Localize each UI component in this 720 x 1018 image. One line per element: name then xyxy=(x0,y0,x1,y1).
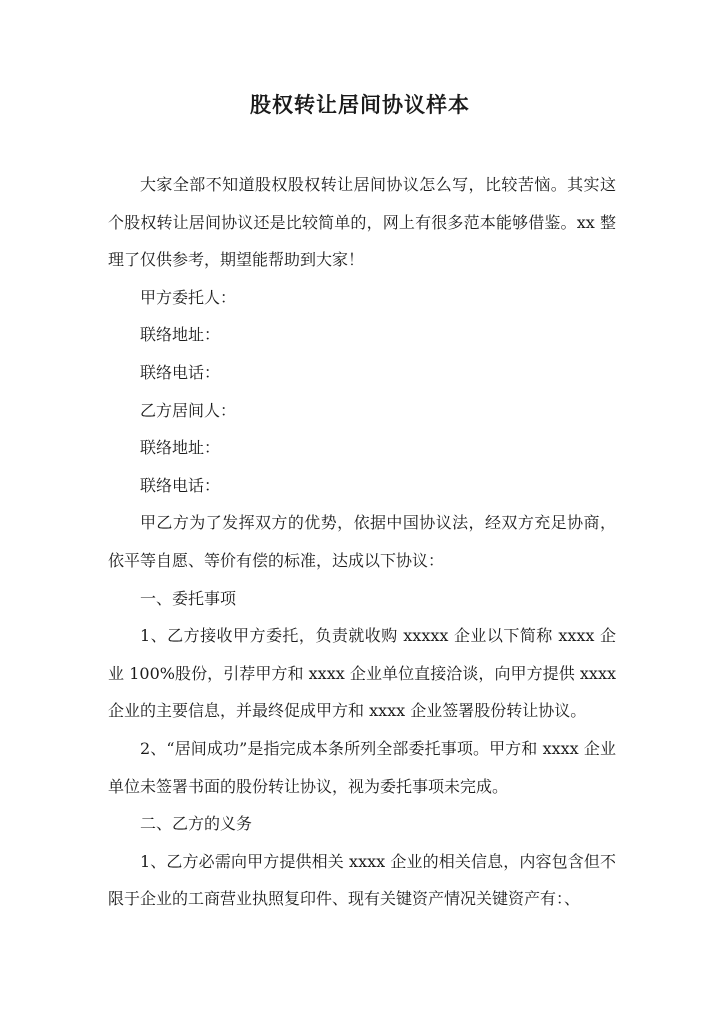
party-b-intermediary-field: 乙方居间人： xyxy=(140,400,237,420)
document-title: 股权转让居间协议样本 xyxy=(250,92,470,117)
intro-paragraph: 大家全部不知道股权股权转让居间协议怎么写，比较苦恼。其实这个股权转让居间协议还是比较简单的，网上有很多范本能够借鉴。xx 整理了仅供参考，期望能帮助到大家！ xyxy=(108,175,616,270)
party-b-address-field: 联络地址： xyxy=(140,438,221,458)
clause-1-1: 1、乙方接收甲方委托，负责就收购 xxxxx 企业以下简称 xxxx 企业 100%股份，引荐甲方和 xxxx 企业单位直接洽谈，向甲方提供 xxxx 企业的主要信息，并最终促成甲方和 xxxx 企业签署股份转让协议。 xyxy=(108,626,616,721)
party-a-client-field: 甲方委托人： xyxy=(140,287,237,307)
clause-1-2: 2、“居间成功”是指完成本条所列全部委托事项。甲方和 xxxx 企业单位未签署书面的股份转让协议，视为委托事项未完成。 xyxy=(108,738,616,796)
document-body xyxy=(108,166,616,918)
clause-2-1: 1、乙方必需向甲方提供相关 xxxx 企业的相关信息，内容包含但不限于企业的工商营业执照复印件、现有关键资产情况关键资产有：、 xyxy=(108,851,616,909)
party-a-phone-field: 联络电话： xyxy=(140,362,221,382)
section-heading-entrusted-matters: 一、委托事项 xyxy=(140,588,237,608)
party-a-address-field: 联络地址： xyxy=(140,325,221,345)
section-heading-party-b-obligations: 二、乙方的义务 xyxy=(140,814,253,834)
agreement-preamble: 甲乙方为了发挥双方的优势，依据中国协议法，经双方充足协商，依平等自愿、等价有偿的标准，达成以下协议： xyxy=(108,513,616,570)
party-b-phone-field: 联络电话： xyxy=(140,475,221,495)
